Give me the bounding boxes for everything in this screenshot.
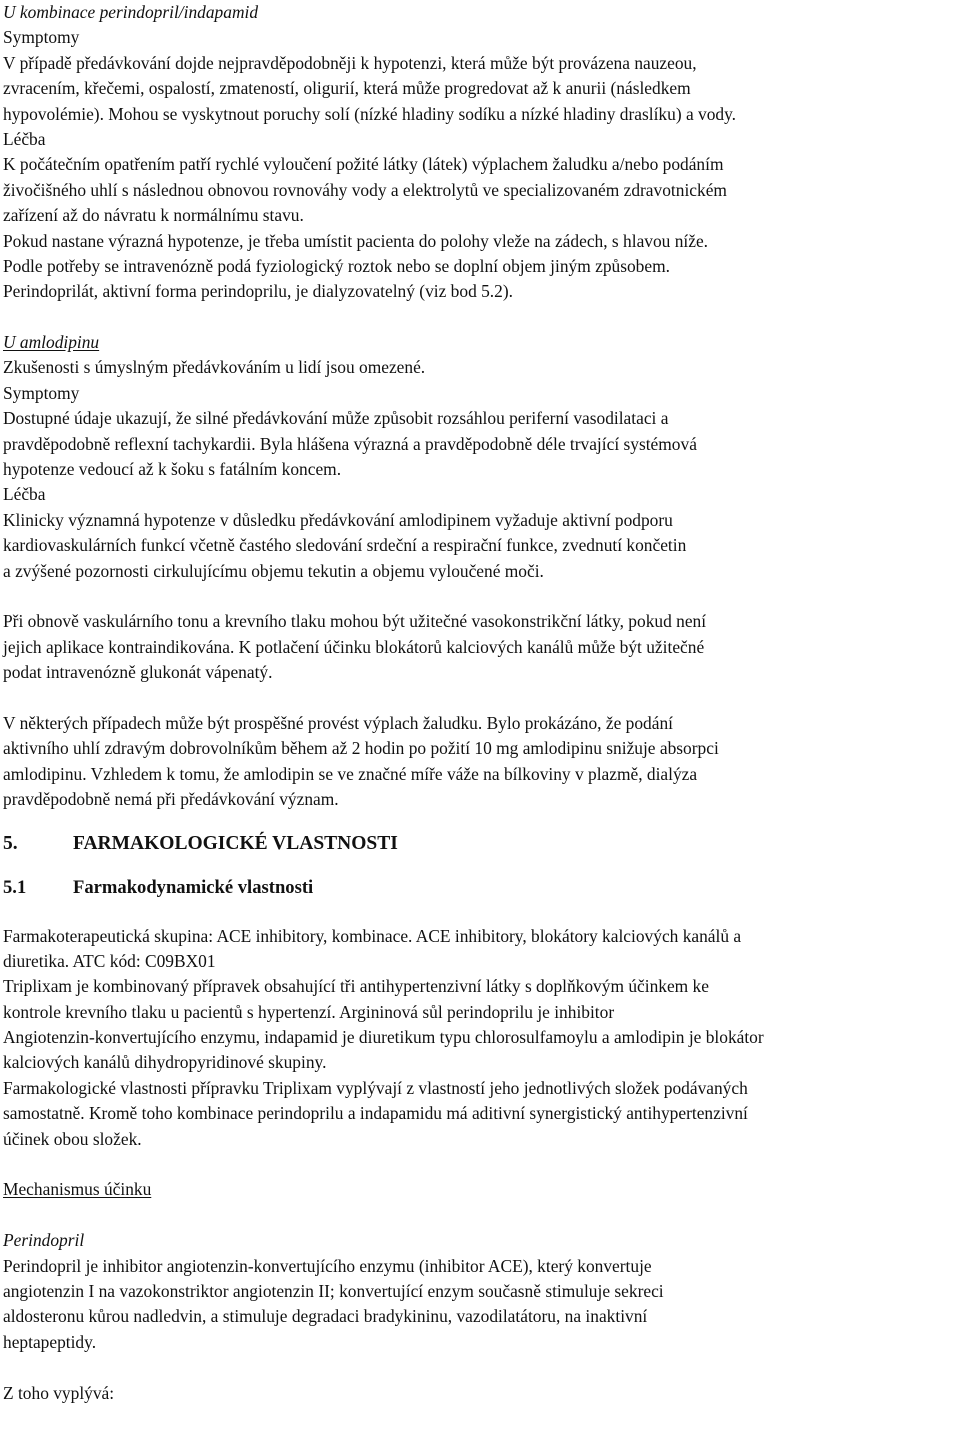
- text-line: kardiovaskulárních funkcí včetně častého sledování srdeční a respirační funkce, zvednutí končetin: [3, 535, 687, 556]
- section-heading-5: [3, 828, 948, 860]
- text-line: heptapeptidy.: [3, 1331, 97, 1352]
- text-line: Perindoprilát, aktivní forma perindoprilu, je dialyzovatelný (viz bod 5.2).: [3, 281, 513, 302]
- text-line: aktivního uhlí zdravým dobrovolníkům během až 2 hodin po požití 10 mg amlodipinu snižuje absorpci: [3, 738, 719, 759]
- section-heading-5-1: [3, 872, 948, 904]
- paragraph-amlodipin-vasokonstrikce: [3, 609, 948, 685]
- text-line: Zkušenosti s úmyslným předávkováním u lidí jsou omezené.: [3, 357, 426, 378]
- spacer: [3, 904, 948, 924]
- text-line: účinek obou složek.: [3, 1128, 142, 1149]
- text-line: Klinicky významná hypotenze v důsledku předávkování amlodipinem vyžaduje aktivní podporu: [3, 509, 673, 530]
- text-line: pravděpodobně reflexní tachykardii. Byla hlášena výrazná a pravděpodobně déle trvající systémová: [3, 433, 697, 454]
- paragraph-amlodipin-vyplach: [3, 711, 948, 813]
- text-line: zařízení až do návratu k normálnímu stavu.: [3, 205, 304, 226]
- text-line: pravděpodobně nemá při předávkování význam.: [3, 789, 339, 810]
- text-line: Farmakologické vlastnosti přípravku Triplixam vyplývají z vlastností jeho jednotlivých složek podávaných: [3, 1077, 748, 1098]
- section-title-kombinace: U kombinace perindopril/indapamid: [3, 2, 259, 22]
- text-line: zvracením, křečemi, ospalostí, zmateností, oligurií, která může progredovat až k anurii (následkem: [3, 78, 691, 99]
- text-line: a zvýšené pozornosti cirkulujícímu objemu tekutin a objemu vyloučené moči.: [3, 560, 544, 581]
- paragraph-perindopril: [3, 1254, 948, 1356]
- text-line: podat intravenózně glukonát vápenatý.: [3, 662, 273, 683]
- text-line: Podle potřeby se intravenózně podá fyziologický roztok nebo se doplní objem jiným způsobem.: [3, 255, 670, 276]
- section-title-amlodipin: U amlodipinu: [3, 332, 100, 353]
- text-line-z-toho: Z toho vyplývá:: [3, 1382, 115, 1403]
- text-line: jejich aplikace kontraindikována. K potlačení účinku blokátorů kalciových kanálů může být užitečné: [3, 636, 705, 657]
- section-title: FARMAKOLOGICKÉ VLASTNOSTI: [73, 832, 398, 854]
- text-line: Triplixam je kombinovaný přípravek obsahující tři antihypertenzivní látky s doplňkovým účinkem ke: [3, 976, 709, 997]
- spacer: [3, 1203, 948, 1228]
- text-line: Pokud nastane výrazná hypotenze, je třeba umístit pacienta do polohy vleže na zádech, s hlavou níže.: [3, 230, 709, 251]
- section-number: 5.: [3, 832, 18, 854]
- label-symptomy: Symptomy: [3, 382, 80, 403]
- subheading-mechanismus-ucinku: Mechanismus účinku: [3, 1179, 152, 1200]
- text-line: amlodipinu. Vzhledem k tomu, že amlodipin se ve značné míře váže na bílkoviny v plazmě, dialýza: [3, 763, 698, 784]
- text-line: diuretika. ATC kód: C09BX01: [3, 950, 216, 971]
- spacer: [3, 686, 948, 711]
- section-title: Farmakodynamické vlastnosti: [73, 876, 314, 898]
- paragraph-kombinace-lecba: [3, 152, 948, 304]
- spacer: [3, 584, 948, 609]
- text-line: živočišného uhlí s následnou obnovou rovnováhy vody a elektrolytů ve specializovaném zdravotnickém: [3, 179, 727, 200]
- text-line: V případě předávkování dojde nejpravděpodobněji k hypotenzi, která může být provázena nauzeou,: [3, 52, 697, 73]
- text-line: Dostupné údaje ukazují, že silné předávkování může způsobit rozsáhlou periferní vasodilataci a: [3, 408, 669, 429]
- section-number: 5.1: [3, 876, 27, 898]
- spacer: [3, 1152, 948, 1177]
- paragraph-amlodipin-lecba: [3, 508, 948, 584]
- text-line: Angiotenzin-konvertujícího enzymu, indapamid je diuretikum typu chlorosulfamoylu a amlodipin je blokátor: [3, 1027, 764, 1048]
- text-line: aldosteronu kůrou nadledvin, a stimuluje degradaci bradykininu, vazodilatátoru, na inaktivní: [3, 1306, 648, 1327]
- text-line: Farmakoterapeutická skupina: ACE inhibitory, kombinace. ACE inhibitory, blokátory kalciových kanálů a: [3, 925, 742, 946]
- label-symptomy: Symptomy: [3, 27, 80, 48]
- paragraph-amlodipin-symptomy: [3, 406, 948, 482]
- spacer: [3, 305, 948, 330]
- label-lecba: Léčba: [3, 128, 46, 149]
- label-lecba: Léčba: [3, 484, 46, 505]
- subheading-perindopril: Perindopril: [3, 1230, 85, 1251]
- text-line: kalciových kanálů dihydropyridinové skupiny.: [3, 1052, 327, 1073]
- text-line: samostatně. Kromě toho kombinace perindoprilu a indapamidu má aditivní synergistický antihypertenzivní: [3, 1103, 748, 1124]
- paragraph-farmakoterapeuticka-skupina: [3, 924, 948, 1153]
- text-line: hypovolémie). Mohou se vyskytnout poruchy solí (nízké hladiny sodíku a nízké hladiny draslíku) a vody.: [3, 103, 737, 124]
- paragraph-kombinace-symptomy: [3, 51, 948, 127]
- text-line: kontrole krevního tlaku u pacientů s hypertenzí. Argininová sůl perindoprilu je inhibitor: [3, 1001, 615, 1022]
- text-line: Při obnově vaskulárního tonu a krevního tlaku mohou být užitečné vasokonstrikční látky, pokud není: [3, 611, 707, 632]
- text-line: hypotenze vedoucí až k šoku s fatálním koncem.: [3, 459, 342, 480]
- spacer: [3, 1355, 948, 1380]
- text-line: angiotenzin I na vazokonstriktor angiotenzin II; konvertující enzym současně stimuluje sekreci: [3, 1280, 664, 1301]
- text-line: V některých případech může být prospěšné provést výplach žaludku. Bylo prokázáno, že podání: [3, 712, 673, 733]
- text-line: K počátečním opatřením patří rychlé vyloučení požité látky (látek) výplachem žaludku a/nebo podáním: [3, 154, 724, 175]
- text-line: Perindopril je inhibitor angiotenzin-konvertujícího enzymu (inhibitor ACE), který konvertuje: [3, 1255, 652, 1276]
